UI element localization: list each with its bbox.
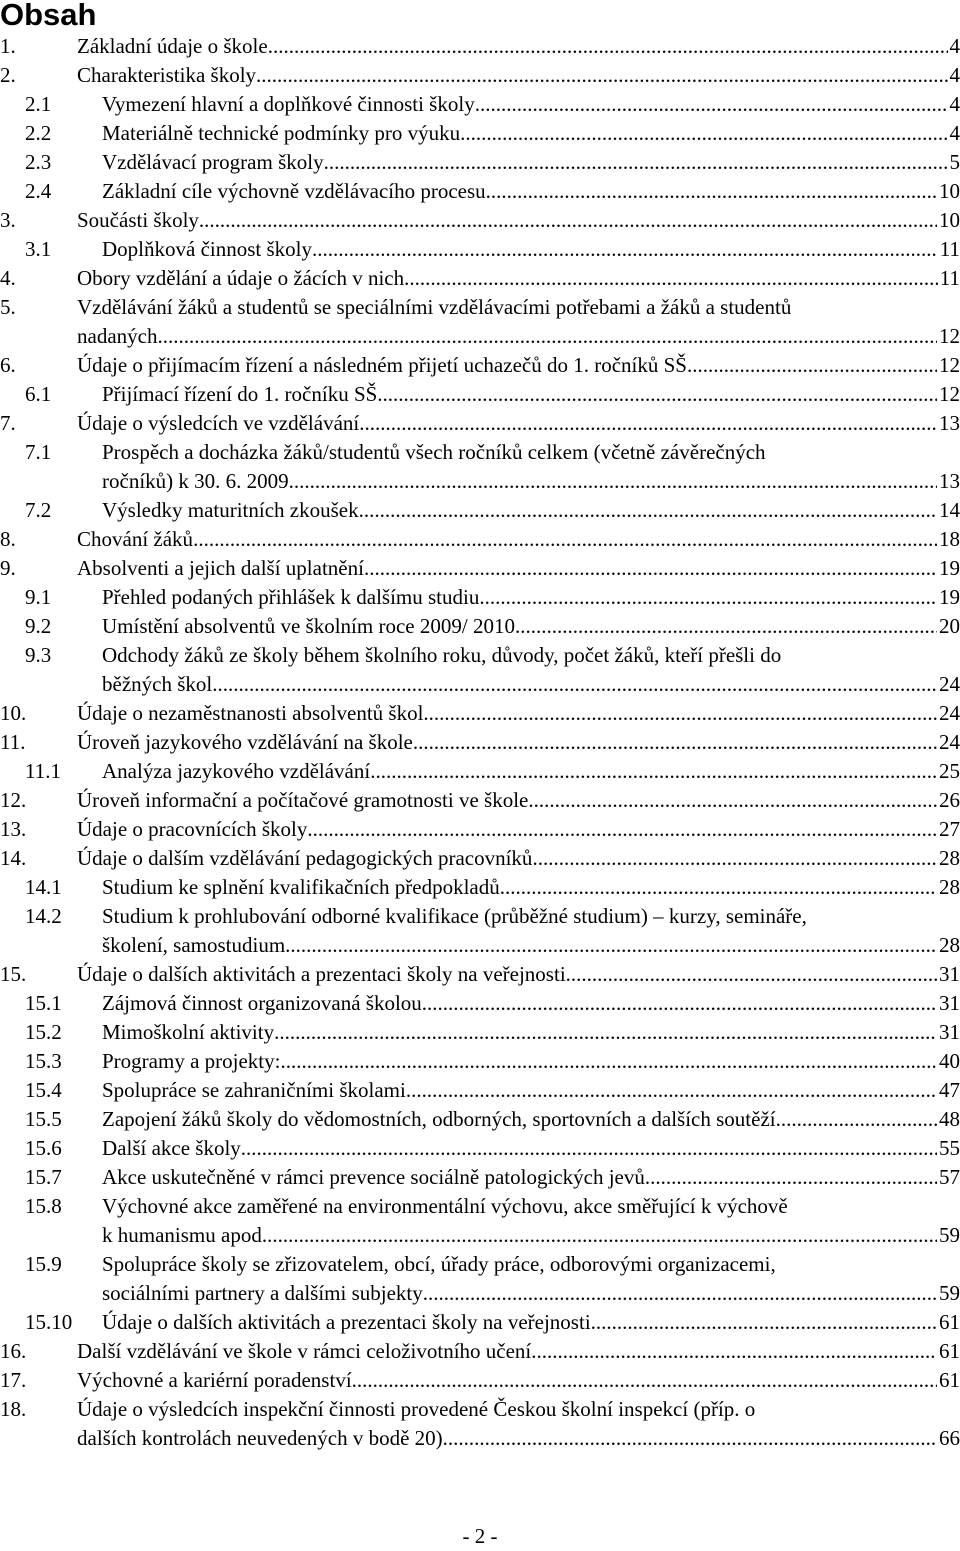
toc-entry-title: Charakteristika školy [77, 61, 256, 90]
toc-entry-number: 15. [0, 960, 77, 989]
toc-entry-number: 6.1 [0, 380, 102, 409]
toc-entry[interactable] [0, 989, 960, 1018]
toc-entry-number: 15.5 [0, 1105, 102, 1134]
toc-entry-page-number: 24 [937, 728, 960, 757]
toc-entry-number: 15.10 [0, 1308, 102, 1337]
toc-entry[interactable] [0, 119, 960, 148]
toc-entry-text-line: Vzdělávání žáků a studentů se speciálními vzdělávacími potřebami a žáků a studentů [77, 293, 960, 322]
toc-entry-title: Přijímací řízení do 1. ročníku SŠ [102, 380, 377, 409]
dot-leader [443, 1424, 937, 1453]
dot-leader [324, 148, 948, 177]
dot-leader [274, 1018, 937, 1047]
toc-entry-number: 7. [0, 409, 77, 438]
toc-entry-number: 15.2 [0, 1018, 102, 1047]
toc-entry-number: 2.4 [0, 177, 102, 206]
toc-entry[interactable] [0, 815, 960, 844]
toc-entry-number: 15.4 [0, 1076, 102, 1105]
toc-entry-number: 14.2 [0, 902, 102, 960]
dot-leader [268, 32, 948, 61]
toc-entry-number: 14. [0, 844, 77, 873]
toc-entry-page-number: 26 [937, 786, 960, 815]
toc-entry-page-number: 24 [937, 699, 960, 728]
toc-entry-title: Vzdělávací program školy [102, 148, 324, 177]
toc-entry-title: Chování žáků [77, 525, 193, 554]
toc-entry[interactable] [0, 1076, 960, 1105]
toc-entry[interactable] [0, 641, 960, 699]
toc-entry-title: školení, samostudium [102, 931, 285, 960]
toc-entry-title: Další akce školy [102, 1134, 241, 1163]
toc-entry[interactable] [0, 786, 960, 815]
toc-entry[interactable] [0, 699, 960, 728]
dot-leader [312, 235, 938, 264]
toc-entry-page-number: 61 [937, 1366, 960, 1395]
toc-entry[interactable] [0, 1047, 960, 1076]
toc-entry[interactable] [0, 525, 960, 554]
toc-entry[interactable] [0, 612, 960, 641]
toc-entry-number: 13. [0, 815, 77, 844]
toc-entry-page-number: 61 [937, 1308, 960, 1337]
toc-entry-title: běžných škol. [102, 670, 217, 699]
toc-entry-number: 9.1 [0, 583, 102, 612]
toc-entry-title: nadaných [77, 322, 157, 351]
dot-leader [645, 1163, 937, 1192]
dot-leader [217, 670, 937, 699]
toc-entry[interactable] [0, 583, 960, 612]
dot-leader [364, 554, 937, 583]
toc-entry[interactable] [0, 1163, 960, 1192]
toc-entry-page-number: 19 [937, 554, 960, 583]
toc-entry[interactable] [0, 1134, 960, 1163]
toc-entry-text-line: Údaje o výsledcích inspekční činnosti provedené Českou školní inspekcí (příp. o [77, 1395, 960, 1424]
toc-entry-page-number: 25 [937, 757, 960, 786]
toc-entry[interactable] [0, 757, 960, 786]
toc-entry-title: Akce uskutečněné v rámci prevence sociálně patologických jevů [102, 1163, 645, 1192]
toc-entry-title: Údaje o dalších aktivitách a prezentaci školy na veřejnosti [102, 1308, 591, 1337]
toc-entry-page-number: 24 [937, 670, 960, 699]
toc-entry-text-line: Prospěch a docházka žáků/studentů všech ročníků celkem (včetně závěrečných [102, 438, 960, 467]
toc-entry-number: 18. [0, 1395, 77, 1453]
toc-entry-title: Analýza jazykového vzdělávání [102, 757, 370, 786]
toc-entry-number: 10. [0, 699, 77, 728]
toc-entry-number: 9.2 [0, 612, 102, 641]
toc-entry-page-number: 13 [937, 467, 960, 496]
toc-entry-page-number: 55 [937, 1134, 960, 1163]
dot-leader [531, 1337, 937, 1366]
table-of-contents [0, 32, 960, 1453]
dot-leader [404, 264, 938, 293]
toc-entry-page-number: 12 [937, 322, 960, 351]
toc-entry-page-number: 59 [937, 1221, 960, 1250]
page-title: Obsah [0, 0, 96, 34]
toc-entry-page-number: 14 [937, 496, 960, 525]
toc-entry-number: 14.1 [0, 873, 102, 902]
toc-entry-title: Součásti školy [77, 206, 199, 235]
toc-entry[interactable] [0, 554, 960, 583]
toc-entry-title: Základní cíle výchovně vzdělávacího procesu [102, 177, 486, 206]
toc-entry-title: Údaje o dalším vzdělávání pedagogických pracovníků [77, 844, 532, 873]
toc-entry[interactable] [0, 844, 960, 873]
toc-entry-number: 2.2 [0, 119, 102, 148]
toc-entry[interactable] [0, 293, 960, 351]
toc-entry-text-line: Odchody žáků ze školy během školního roku, důvody, počet žáků, kteří přešli do [102, 641, 960, 670]
dot-leader [413, 728, 937, 757]
toc-entry-number: 8. [0, 525, 77, 554]
toc-entry-title: Údaje o přijímacím řízení a následném přijetí uchazečů do 1. ročníků SŠ [77, 351, 687, 380]
toc-entry-title: Údaje o výsledcích ve vzdělávání [77, 409, 359, 438]
toc-entry-title: Úroveň jazykového vzdělávání na škole [77, 728, 413, 757]
toc-entry-title: k humanismu apod. [102, 1221, 267, 1250]
toc-entry[interactable] [0, 264, 960, 293]
toc-entry[interactable] [0, 902, 960, 960]
toc-entry-page-number: 31 [937, 960, 960, 989]
toc-entry[interactable] [0, 235, 960, 264]
toc-entry-title: Přehled podaných přihlášek k dalšímu studiu [102, 583, 479, 612]
toc-entry-title: Studium ke splnění kvalifikačních předpokladů [102, 873, 500, 902]
toc-entry-title: Spolupráce se zahraničními školami [102, 1076, 406, 1105]
toc-entry[interactable] [0, 380, 960, 409]
toc-entry-title: Údaje o pracovnících školy [77, 815, 307, 844]
dot-leader [352, 1366, 937, 1395]
toc-entry-number: 2. [0, 61, 77, 90]
toc-entry-number: 17. [0, 1366, 77, 1395]
toc-entry[interactable] [0, 61, 960, 90]
dot-leader [285, 931, 937, 960]
toc-entry-title: dalších kontrolách neuvedených v bodě 20) [77, 1424, 443, 1453]
toc-entry-text-line: Výchovné akce zaměřené na environmentální výchovu, akce směřující k výchově [102, 1192, 960, 1221]
toc-entry-page-number: 27 [937, 815, 960, 844]
toc-entry-number: 15.6 [0, 1134, 102, 1163]
toc-entry-number: 15.3 [0, 1047, 102, 1076]
toc-entry-title: Obory vzdělání a údaje o žácích v nich [77, 264, 404, 293]
toc-entry-number: 2.1 [0, 90, 102, 119]
toc-entry-page-number: 57 [937, 1163, 960, 1192]
toc-entry[interactable] [0, 409, 960, 438]
toc-entry-page-number: 4 [948, 32, 960, 61]
toc-entry[interactable] [0, 873, 960, 902]
dot-leader [500, 873, 937, 902]
toc-entry-number: 15.9 [0, 1250, 102, 1308]
toc-entry-number: 9. [0, 554, 77, 583]
dot-leader [475, 90, 948, 119]
toc-entry-page-number: 31 [937, 989, 960, 1018]
dot-leader [687, 351, 937, 380]
toc-entry[interactable] [0, 1250, 960, 1308]
toc-entry-page-number: 28 [937, 844, 960, 873]
toc-entry-number: 16. [0, 1337, 77, 1366]
dot-leader [280, 1047, 937, 1076]
toc-entry-number: 3.1 [0, 235, 102, 264]
toc-entry-number: 11. [0, 728, 77, 757]
toc-entry-number: 15.1 [0, 989, 102, 1018]
toc-entry-page-number: 19 [937, 583, 960, 612]
dot-leader [566, 960, 937, 989]
toc-entry-page-number: 28 [937, 931, 960, 960]
toc-entry-title: Absolventi a jejich další uplatnění [77, 554, 364, 583]
toc-entry-title: Zájmová činnost organizovaná školou [102, 989, 422, 1018]
toc-entry-page-number: 12 [937, 351, 960, 380]
toc-entry-title: Úroveň informační a počítačové gramotnosti ve škole [77, 786, 528, 815]
toc-entry[interactable] [0, 1018, 960, 1047]
toc-entry-title: Umístění absolventů ve školním roce 2009/ 2010 [102, 612, 515, 641]
toc-entry-title: ročníků) k 30. 6. 2009 [102, 467, 289, 496]
toc-entry[interactable] [0, 148, 960, 177]
dot-leader [307, 815, 937, 844]
dot-leader [591, 1308, 937, 1337]
toc-entry-page-number: 10 [937, 177, 960, 206]
dot-leader [515, 612, 937, 641]
toc-entry[interactable] [0, 1308, 960, 1337]
toc-entry-page-number: 48 [937, 1105, 960, 1134]
dot-leader [460, 119, 947, 148]
toc-entry-number: 15.8 [0, 1192, 102, 1250]
toc-entry[interactable] [0, 1337, 960, 1366]
toc-entry-page-number: 66 [937, 1424, 960, 1453]
toc-entry-number: 9.3 [0, 641, 102, 699]
toc-entry-title: Údaje o dalších aktivitách a prezentaci školy na veřejnosti [77, 960, 566, 989]
dot-leader [781, 1105, 937, 1134]
toc-entry[interactable] [0, 32, 960, 61]
toc-entry[interactable] [0, 1192, 960, 1250]
toc-entry-page-number: 59 [937, 1279, 960, 1308]
toc-entry-page-number: 28 [937, 873, 960, 902]
toc-entry-text-line: Spolupráce školy se zřizovatelem, obcí, úřady práce, odborovými organizacemi, [102, 1250, 960, 1279]
toc-entry-page-number: 61 [937, 1337, 960, 1366]
toc-entry-title: Mimoškolní aktivity [102, 1018, 274, 1047]
dot-leader [422, 989, 937, 1018]
toc-entry[interactable] [0, 960, 960, 989]
toc-entry-page-number: 18 [937, 525, 960, 554]
toc-entry-page-number: 11 [938, 235, 960, 264]
toc-entry[interactable] [0, 351, 960, 380]
toc-entry-number: 11.1 [0, 757, 102, 786]
toc-entry-title: Vymezení hlavní a doplňkové činnosti školy [102, 90, 475, 119]
toc-entry[interactable] [0, 1366, 960, 1395]
dot-leader [359, 409, 937, 438]
dot-leader [370, 757, 937, 786]
toc-entry-number: 6. [0, 351, 77, 380]
dot-leader [486, 177, 937, 206]
toc-entry[interactable] [0, 496, 960, 525]
toc-entry-number: 7.1 [0, 438, 102, 496]
toc-entry[interactable] [0, 438, 960, 496]
dot-leader [423, 699, 937, 728]
toc-entry-number: 12. [0, 786, 77, 815]
dot-leader [479, 583, 937, 612]
toc-entry[interactable] [0, 728, 960, 757]
toc-entry-number: 7.2 [0, 496, 102, 525]
toc-entry-number: 15.7 [0, 1163, 102, 1192]
toc-entry-page-number: 4 [948, 90, 960, 119]
toc-entry-title: sociálními partnery a dalšími subjekty [102, 1279, 423, 1308]
dot-leader [406, 1076, 937, 1105]
toc-entry-page-number: 47 [937, 1076, 960, 1105]
toc-entry-page-number: 4 [948, 61, 960, 90]
toc-entry-title: Zapojení žáků školy do vědomostních, odborných, sportovních a dalších soutěží. [102, 1105, 781, 1134]
page-number-footer: - 2 - [0, 1522, 960, 1551]
dot-leader [532, 844, 937, 873]
toc-entry[interactable] [0, 90, 960, 119]
toc-entry-page-number: 20 [937, 612, 960, 641]
toc-entry-number: 2.3 [0, 148, 102, 177]
toc-entry-number: 3. [0, 206, 77, 235]
dot-leader [528, 786, 937, 815]
dot-leader [267, 1221, 937, 1250]
toc-entry-number: 1. [0, 32, 77, 61]
toc-entry-page-number: 31 [937, 1018, 960, 1047]
dot-leader [157, 322, 937, 351]
toc-entry-page-number: 12 [937, 380, 960, 409]
dot-leader [193, 525, 937, 554]
toc-entry-title: Materiálně technické podmínky pro výuku [102, 119, 460, 148]
toc-entry[interactable] [0, 206, 960, 235]
dot-leader [359, 496, 937, 525]
toc-entry-page-number: 4 [948, 119, 960, 148]
toc-entry-title: Základní údaje o škole [77, 32, 268, 61]
dot-leader [241, 1134, 937, 1163]
toc-entry-title: Výsledky maturitních zkoušek [102, 496, 359, 525]
toc-entry-page-number: 10 [937, 206, 960, 235]
dot-leader [289, 467, 937, 496]
dot-leader [199, 206, 937, 235]
toc-entry-page-number: 5 [948, 148, 960, 177]
dot-leader [256, 61, 947, 90]
toc-entry-title: Údaje o nezaměstnanosti absolventů škol [77, 699, 423, 728]
dot-leader [377, 380, 937, 409]
toc-entry[interactable] [0, 1395, 960, 1453]
toc-entry-title: Doplňková činnost školy [102, 235, 312, 264]
toc-entry-number: 5. [0, 293, 77, 351]
toc-entry[interactable] [0, 1105, 960, 1134]
toc-entry-page-number: 40 [937, 1047, 960, 1076]
toc-entry-number: 4. [0, 264, 77, 293]
toc-entry-title: Programy a projekty: [102, 1047, 280, 1076]
toc-entry[interactable] [0, 177, 960, 206]
toc-entry-page-number: 13 [937, 409, 960, 438]
toc-entry-title: Další vzdělávání ve škole v rámci celoživotního učení [77, 1337, 531, 1366]
dot-leader [423, 1279, 937, 1308]
toc-entry-title: Výchovné a kariérní poradenství [77, 1366, 352, 1395]
toc-entry-text-line: Studium k prohlubování odborné kvalifikace (průběžné studium) – kurzy, semináře, [102, 902, 960, 931]
toc-entry-page-number: 11 [938, 264, 960, 293]
